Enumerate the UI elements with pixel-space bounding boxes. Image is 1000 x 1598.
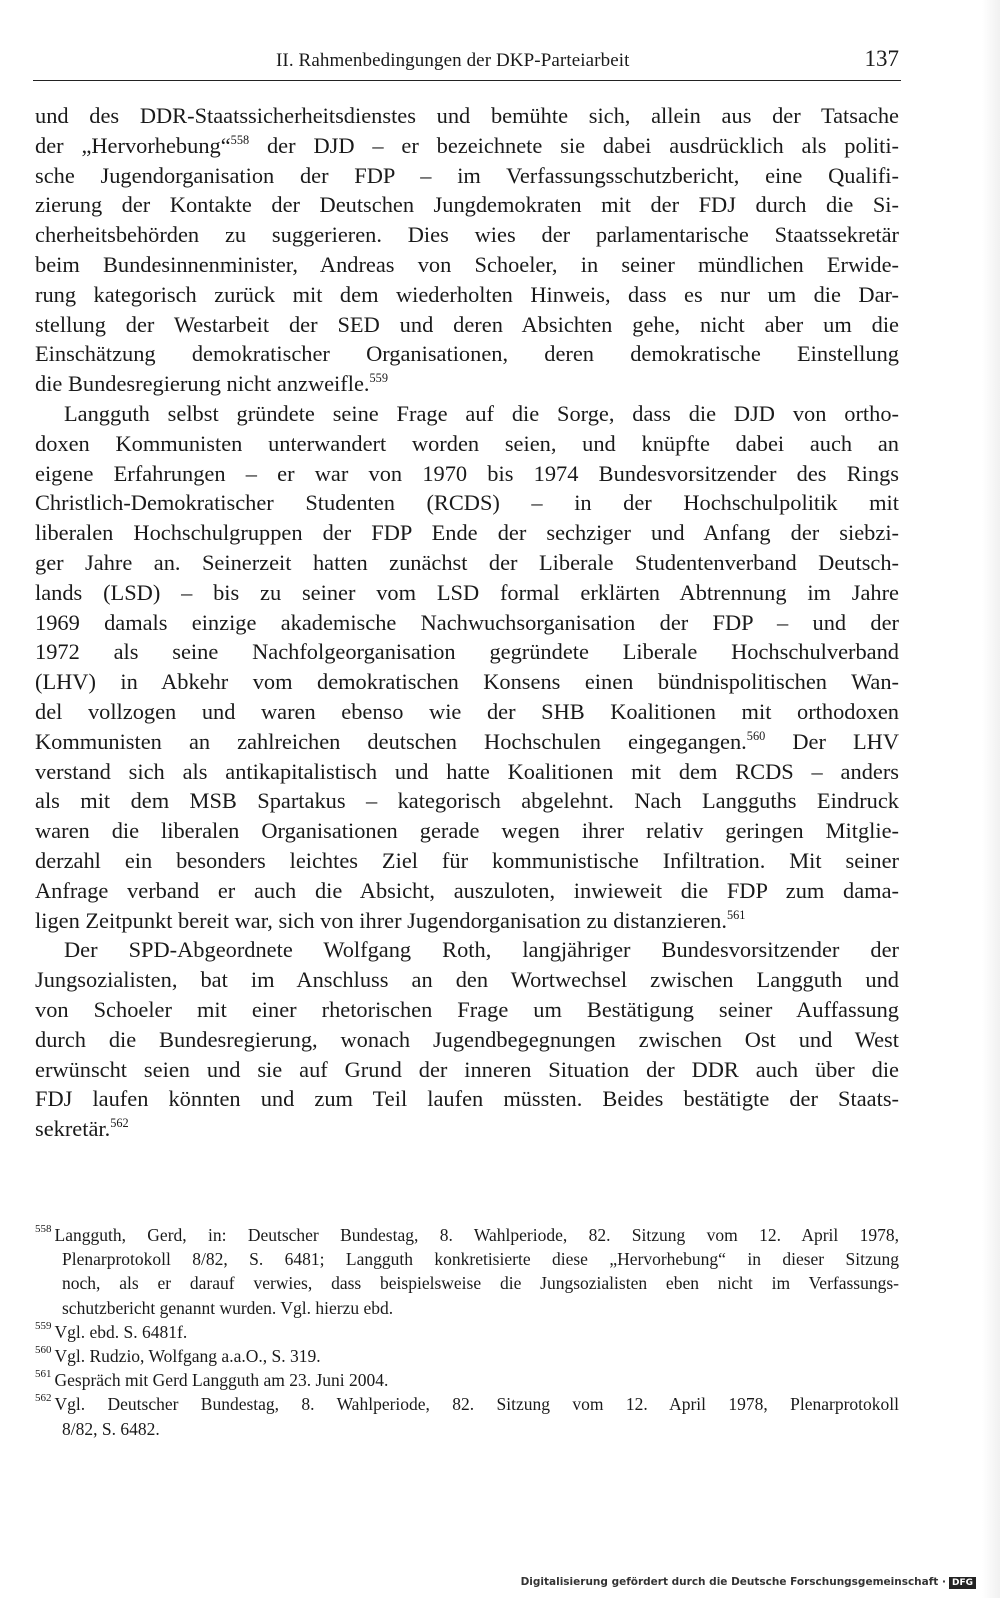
text-run: der „Hervorhebung“ <box>35 132 231 158</box>
text-line: derzahl ein besonders leichtes Ziel für kommunistische Infiltration. Mit seiner <box>35 847 899 873</box>
footnote-line <box>35 1368 899 1392</box>
footnote-561 <box>35 1368 899 1392</box>
footnote-ref: 559 <box>369 370 388 385</box>
text-line: Der SPD-Abgeordnete Wolfgang Roth, langjähriger Bundesvorsitzender der <box>64 937 899 963</box>
body-text <box>35 101 899 1144</box>
footnote-558 <box>35 1223 899 1320</box>
text-line: ger Jahre an. Seinerzeit hatten zunächst der Liberale Studentenverband Deutsch- <box>35 549 899 575</box>
text-line <box>35 369 899 399</box>
text-line <box>35 906 899 936</box>
text-line: lands (LSD) – bis zu seiner vom LSD formal erklärten Abtrennung im Jahre <box>35 579 899 605</box>
text-line: cherheitsbehörden zu suggerieren. Dies wies der parlamentarische Staatssekretär <box>35 222 899 248</box>
text-line <box>35 1114 899 1144</box>
text-line: und des DDR-Staatssicherheitsdienstes und bemühte sich, allein aus der Tatsache <box>35 103 899 128</box>
text-line: waren die liberalen Organisationen gerade wegen ihrer relativ geringen Mitglie- <box>35 818 899 844</box>
page-number: 137 <box>864 46 899 71</box>
text-line: 1972 als seine Nachfolgeorganisation gegründete Liberale Hochschulverband <box>35 639 899 665</box>
text-run: Der LHV <box>765 728 899 754</box>
footnote-text: Gespräch mit Gerd Langguth am 23. Juni 2004. <box>54 1370 389 1391</box>
footnote-line <box>35 1392 899 1416</box>
text-line: rung kategorisch zurück mit dem wiederholten Hinweis, dass es nur um die Dar- <box>35 281 899 307</box>
footnotes <box>35 1223 899 1441</box>
dfg-logo: DFG <box>949 1577 976 1589</box>
footnote-text: Vgl. ebd. S. 6481f. <box>54 1321 188 1342</box>
footnote-number: 558 <box>35 1223 52 1235</box>
text-line: Jungsozialisten, bat im Anschluss an den Wortwechsel zwischen Langguth und <box>35 967 899 993</box>
footnote-line <box>35 1320 899 1344</box>
text-run: der DJD – er bezeichnete sie dabei ausdrücklich als politi- <box>249 132 899 158</box>
footnote-559 <box>35 1320 899 1344</box>
text-line: FDJ laufen könnten und zum Teil laufen müssten. Beides bestätigte der Staats- <box>35 1086 899 1112</box>
text-line <box>35 727 899 757</box>
text-line: Anfrage verband er auch die Absicht, auszuloten, inwieweit die FDP zum dama- <box>35 877 899 903</box>
footnote-562 <box>35 1392 899 1440</box>
footnote-line <box>35 1344 899 1368</box>
text-line: liberalen Hochschulgruppen der FDP Ende der sechziger und Anfang der siebzi- <box>35 520 899 546</box>
text-line: Langguth selbst gründete seine Frage auf die Sorge, dass die DJD von ortho- <box>64 400 899 426</box>
footnote-number: 560 <box>35 1343 52 1356</box>
footnote-ref: 558 <box>230 132 250 147</box>
text-run: sekretär. <box>35 1116 111 1142</box>
paragraph-3 <box>35 935 899 1144</box>
footnote-line: noch, als er darauf verwies, dass beispielsweise die Jungsozialisten eben nicht im Verfassungs- <box>62 1273 899 1294</box>
text-line: eigene Erfahrungen – er war von 1970 bis 1974 Bundesvorsitzender des Rings <box>35 460 899 486</box>
footnote-line: Plenarprotokoll 8/82, S. 6481; Langguth konkretisierte diese „Hervorhebung“ in dieser Sitzung <box>62 1249 899 1270</box>
text-line: 1969 damals einzige akademische Nachwuchsorganisation der FDP – und der <box>35 609 899 635</box>
text-run: Kommunisten an zahlreichen deutschen Hochschulen eingegangen. <box>35 728 747 754</box>
text-line: sche Jugendorganisation der FDP – im Verfassungsschutzbericht, eine Qualifi- <box>35 162 899 188</box>
digitization-credit <box>521 1576 976 1589</box>
footnote-text: Vgl. Rudzio, Wolfgang a.a.O., S. 319. <box>54 1345 321 1366</box>
footnote-text: Vgl. Deutscher Bundestag, 8. Wahlperiode, 82. Sitzung vom 12. April 1978, Plenarprotokoll <box>54 1394 899 1415</box>
footnote-line <box>35 1223 899 1247</box>
text-line: als mit dem MSB Spartakus – kategorisch abgelehnt. Nach Langguths Eindruck <box>35 788 899 814</box>
page-edge-shadow <box>982 0 1000 1598</box>
text-line: doxen Kommunisten unterwandert worden seien, und knüpfte dabei auch an <box>35 430 899 456</box>
paragraph-2 <box>35 399 899 935</box>
text-line: Christlich-Demokratischer Studenten (RCDS) – in der Hochschulpolitik mit <box>35 490 899 516</box>
footnote-ref: 562 <box>110 1115 129 1130</box>
footnote-560 <box>35 1344 899 1368</box>
footnote-ref: 560 <box>746 728 766 743</box>
text-line: verstand sich als antikapitalistisch und hatte Koalitionen mit dem RCDS – anders <box>35 758 899 784</box>
footnote-line: schutzbericht genannt wurden. Vgl. hierzu ebd. <box>62 1297 394 1318</box>
text-line: beim Bundesinnenminister, Andreas von Schoeler, in seiner mündlichen Erwide- <box>35 251 899 277</box>
text-run: ligen Zeitpunkt bereit war, sich von ihrer Jugendorganisation zu distanzieren. <box>35 907 727 933</box>
text-line: del vollzogen und waren ebenso wie der SHB Koalitionen mit orthodoxen <box>35 698 899 724</box>
running-header <box>33 46 901 81</box>
running-title: II. Rahmenbedingungen der DKP-Parteiarbeit <box>276 50 630 71</box>
text-line: durch die Bundesregierung, wonach Jugendbegegnungen zwischen Ost und West <box>35 1026 899 1052</box>
footnote-line: 8/82, S. 6482. <box>62 1418 160 1439</box>
text-line: von Schoeler mit einer rhetorischen Frage um Bestätigung seiner Auffassung <box>35 996 899 1022</box>
credit-text: Digitalisierung gefördert durch die Deutsche Forschungsgemeinschaft · <box>520 1576 946 1588</box>
text-line: (LHV) in Abkehr vom demokratischen Konsens einen bündnispolitischen Wan- <box>35 669 899 695</box>
text-line: Einschätzung demokratischer Organisationen, deren demokratische Einstellung <box>35 341 899 367</box>
footnote-number: 561 <box>35 1368 52 1381</box>
text-line: stellung der Westarbeit der SED und deren Absichten gehe, nicht aber um die <box>35 311 899 337</box>
footnote-number: 559 <box>35 1319 52 1332</box>
footnote-number: 562 <box>35 1392 52 1405</box>
text-line <box>35 131 899 161</box>
text-run: die Bundesregierung nicht anzweifle. <box>35 371 370 397</box>
footnote-text: Langguth, Gerd, in: Deutscher Bundestag, 8. Wahlperiode, 82. Sitzung vom 12. April 1978, <box>54 1225 899 1245</box>
footnote-ref: 561 <box>726 907 746 922</box>
paragraph-1 <box>35 101 899 399</box>
text-line: erwünscht seien und sie auf Grund der inneren Situation der DDR auch über die <box>35 1056 899 1082</box>
text-line: zierung der Kontakte der Deutschen Jungdemokraten mit der FDJ durch die Si- <box>35 192 899 218</box>
